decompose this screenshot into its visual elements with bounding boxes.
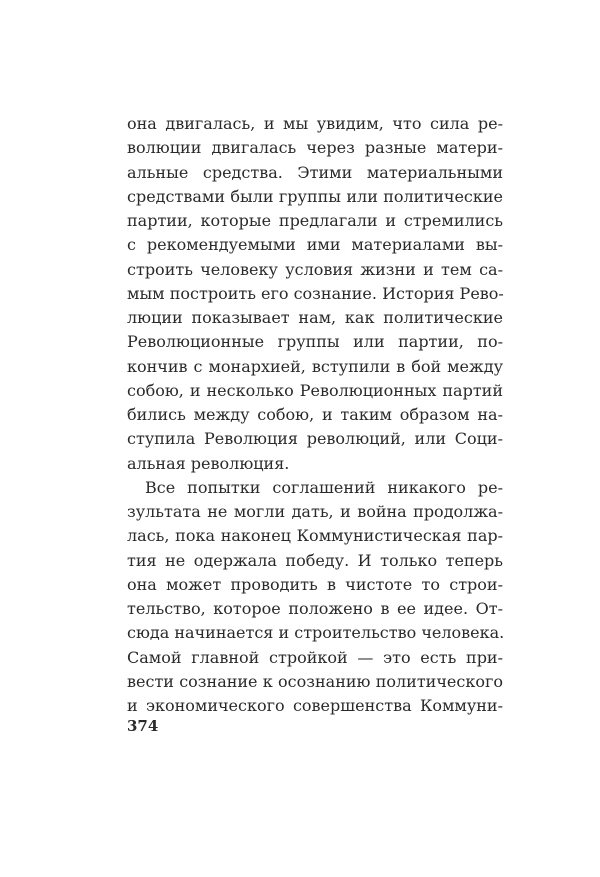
text-line: Все попытки соглашений никакого ре- — [145, 477, 503, 497]
text-line: и экономического совершенства Коммуни- — [127, 696, 503, 715]
text-line: волюции двигалась через разные матери- — [127, 138, 503, 158]
text-line: ступила Революция революций, или Соци- — [127, 429, 503, 449]
text-line: Самой главной стройкой — это есть при- — [127, 647, 503, 667]
paragraph-1 — [127, 112, 503, 476]
text-line: бились между собою, и таким образом на- — [127, 405, 503, 424]
text-line: она может проводить в чистоте то строи- — [127, 574, 503, 594]
body-text — [127, 112, 503, 718]
text-line: собою, и несколько Революционных партий — [127, 380, 503, 400]
text-line: Революционные группы или партии, по- — [127, 332, 503, 352]
text-line: партии, которые предлагали и стремились — [127, 211, 503, 230]
text-line: люции показывает нам, как политические — [127, 308, 503, 327]
text-line: тия не одержала победу. И только теперь — [127, 550, 503, 570]
text-line: мым построить его сознание. История Рево- — [127, 283, 504, 303]
paragraph-2 — [127, 476, 503, 719]
text-line: лась, пока наконец Коммунистическая пар- — [127, 526, 503, 546]
text-line: альная революция. — [127, 453, 290, 473]
text-line: с рекомендуемыми ими материалами вы- — [127, 235, 503, 255]
text-line: альные средства. Этими материальными — [127, 162, 503, 182]
text-line: сюда начинается и строительство человека. — [127, 623, 505, 643]
page-number: 374 — [127, 717, 159, 735]
text-line: строить человеку условия жизни и тем са- — [127, 259, 503, 279]
text-line: кончив с монархией, вступили в бой между — [127, 356, 503, 376]
text-line: зультата не могли дать, и война продолжа- — [127, 502, 503, 521]
text-line: тельство, которое положено в ее идее. От- — [127, 599, 503, 618]
text-line: средствами были группы или политические — [127, 186, 503, 206]
text-line: вести сознание к осознанию политического — [127, 671, 503, 691]
text-line: она двигалась, и мы увидим, что сила ре- — [127, 114, 503, 133]
